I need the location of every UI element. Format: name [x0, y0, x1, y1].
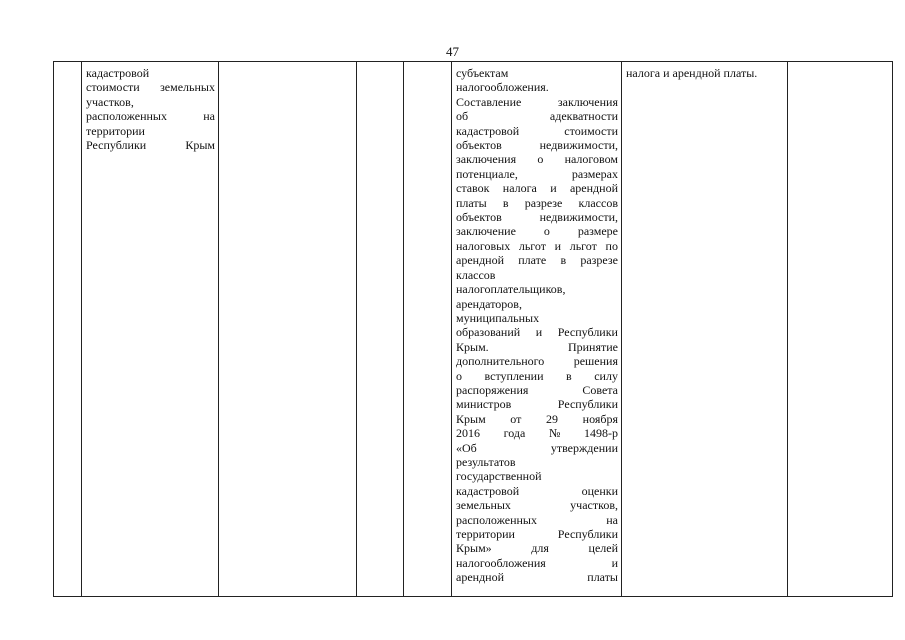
- text-word: 1498-р: [584, 426, 618, 441]
- text-word: Принятие: [567, 339, 618, 354]
- text-line: участков,: [86, 94, 134, 109]
- text-line: [456, 196, 618, 210]
- text-line: [456, 441, 618, 455]
- text-word: об: [456, 109, 469, 124]
- text-line: [456, 426, 618, 440]
- text-word: о: [537, 152, 544, 167]
- text-word: расположенных: [86, 109, 167, 124]
- text-word: кадастровой: [456, 483, 520, 498]
- text-word: дополнительного: [456, 354, 545, 369]
- text-word: Республики: [557, 527, 618, 541]
- cell-object-name: [82, 62, 219, 597]
- text-word: земельных: [456, 498, 511, 513]
- text-word: льгот: [569, 238, 597, 253]
- text-word: налогообложения: [456, 555, 546, 570]
- text-word: целей: [588, 541, 618, 556]
- text-word: в: [566, 368, 572, 383]
- text-word: заключение: [456, 224, 516, 239]
- text-line: [456, 109, 618, 123]
- text-word: и: [550, 181, 557, 196]
- text-line: налогообложения.: [456, 80, 549, 95]
- text-word: ставок: [456, 181, 490, 196]
- result-text: налога и арендной платы.: [626, 66, 758, 80]
- text-line: муниципальных: [456, 310, 540, 325]
- text-word: Крым: [185, 138, 215, 153]
- text-line: [456, 325, 618, 339]
- text-word: для: [531, 541, 549, 556]
- text-line: [456, 541, 618, 555]
- cell-col8: [788, 62, 893, 597]
- text-word: объектов: [456, 138, 502, 153]
- text-word: года: [503, 426, 526, 441]
- text-line: [456, 340, 618, 354]
- text-line: [456, 210, 618, 224]
- text-word: образований: [456, 325, 521, 340]
- text-word: от: [510, 411, 522, 426]
- page-number: 47: [446, 44, 459, 59]
- text-word: в: [502, 195, 509, 210]
- text-line: [456, 167, 618, 181]
- text-word: размерах: [571, 166, 618, 181]
- cell-col3: [219, 62, 357, 597]
- text-line: результатов: [456, 454, 516, 469]
- text-word: платы: [587, 570, 618, 585]
- text-word: арендной: [569, 181, 618, 196]
- cell-result: [622, 62, 788, 597]
- text-line: [86, 80, 215, 94]
- text-line: [456, 95, 618, 109]
- description-text: [456, 66, 618, 585]
- text-word: льгот: [518, 238, 547, 253]
- object-name-text: [86, 66, 215, 152]
- text-line: [456, 570, 618, 584]
- text-line: [456, 556, 618, 570]
- text-word: «Об: [456, 440, 477, 455]
- text-word: силу: [594, 368, 618, 383]
- text-line: субъектам: [456, 66, 509, 80]
- text-word: налоговых: [456, 238, 511, 253]
- text-word: и: [535, 325, 543, 340]
- text-word: территории: [456, 527, 515, 541]
- table-row: [54, 62, 893, 597]
- text-line: [456, 224, 618, 238]
- text-word: объектов: [456, 210, 502, 225]
- text-word: налога: [502, 181, 537, 196]
- text-word: разрезе: [580, 253, 618, 268]
- text-word: Крым.: [456, 339, 489, 354]
- text-word: разрезе: [524, 195, 563, 210]
- text-word: арендной: [456, 570, 505, 585]
- text-word: платы: [456, 195, 487, 210]
- text-word: налоговом: [564, 152, 618, 167]
- text-word: в: [560, 253, 567, 268]
- text-word: оценки: [581, 483, 618, 498]
- text-line: [86, 138, 215, 152]
- text-line: налогоплательщиков,: [456, 282, 566, 297]
- text-word: и: [554, 238, 562, 253]
- text-line: [456, 513, 618, 527]
- text-line: [456, 484, 618, 498]
- text-word: на: [203, 109, 215, 124]
- text-line: [456, 124, 618, 138]
- text-word: по: [605, 238, 618, 253]
- text-word: Крым»: [456, 541, 492, 556]
- text-word: на: [606, 512, 618, 527]
- text-line: [456, 354, 618, 368]
- text-line: [456, 138, 618, 152]
- cell-description: [452, 62, 622, 597]
- text-line: [456, 181, 618, 195]
- cell-col5: [404, 62, 452, 597]
- text-word: плате: [518, 253, 547, 268]
- text-word: о: [456, 368, 462, 383]
- text-line: [456, 397, 618, 411]
- text-line: [456, 239, 618, 253]
- text-word: недвижимости,: [539, 138, 618, 153]
- text-line: государственной: [456, 469, 542, 484]
- text-line: [456, 152, 618, 166]
- text-line: кадастровой: [86, 66, 150, 80]
- text-word: утверждении: [550, 440, 618, 455]
- text-word: ноября: [582, 411, 618, 426]
- text-line: [86, 109, 215, 123]
- text-line: территории: [86, 123, 145, 138]
- text-word: заключения: [456, 152, 517, 167]
- text-word: Республики: [86, 138, 147, 153]
- text-line: [456, 253, 618, 267]
- text-word: вступлении: [484, 368, 544, 383]
- text-word: Крым: [456, 411, 486, 426]
- text-word: кадастровой: [456, 123, 520, 138]
- text-word: распоряжения: [456, 382, 529, 397]
- text-line: классов: [456, 267, 496, 282]
- text-word: №: [548, 426, 561, 441]
- text-word: о: [543, 224, 550, 239]
- text-word: заключения: [557, 94, 618, 109]
- text-word: земельных: [160, 80, 215, 95]
- cell-index: [54, 62, 82, 597]
- text-word: 2016: [456, 426, 480, 441]
- text-word: министров: [456, 397, 512, 412]
- text-line: [456, 369, 618, 383]
- text-word: адекватности: [549, 109, 618, 124]
- text-word: Республики: [557, 397, 618, 412]
- text-word: решения: [573, 354, 618, 369]
- text-word: и: [611, 555, 618, 570]
- text-word: стоимости: [564, 123, 618, 138]
- text-word: Республики: [557, 325, 618, 340]
- text-word: арендной: [456, 253, 505, 268]
- text-word: классов: [578, 195, 618, 210]
- text-line: [456, 383, 618, 397]
- text-line: [456, 527, 618, 541]
- text-word: 29: [546, 411, 559, 426]
- cell-col4: [357, 62, 404, 597]
- text-word: участков,: [570, 498, 618, 513]
- text-word: потенциале,: [456, 166, 518, 181]
- text-word: Совета: [582, 382, 618, 397]
- document-table: [53, 61, 893, 597]
- text-word: расположенных: [456, 512, 537, 527]
- text-word: Составление: [456, 94, 522, 109]
- text-word: стоимости: [86, 80, 140, 95]
- text-word: размере: [577, 224, 618, 239]
- text-word: недвижимости,: [539, 210, 618, 225]
- text-line: [456, 412, 618, 426]
- text-line: [456, 498, 618, 512]
- text-line: арендаторов,: [456, 296, 522, 311]
